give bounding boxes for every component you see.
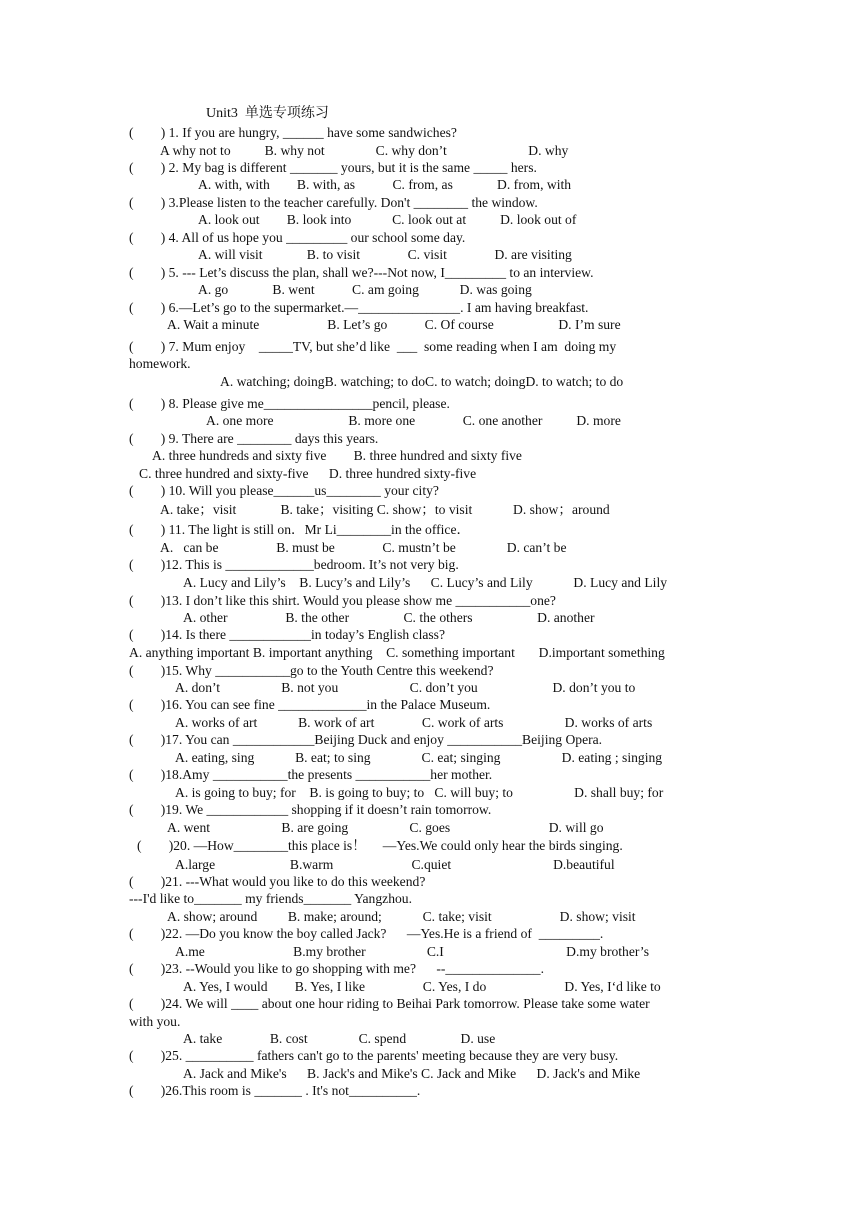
options-10: A. take；visit B. take；visiting C. show；to visit D. show；around (160, 502, 610, 517)
options-13: A. other B. the other C. the others D. another (183, 610, 595, 625)
question-15: ( )15. Why ___________go to the Youth Centre this weekend? (129, 663, 494, 678)
question-7: ( ) 7. Mum enjoy _____TV, but she’d like ___ some reading when I am doing my (129, 339, 617, 354)
question-17: ( )17. You can ____________Beijing Duck and enjoy ___________Beijing Opera. (129, 732, 603, 747)
question-21: ( )21. ---What would you like to do this weekend? (129, 874, 426, 889)
options-9a: A. three hundreds and sixty five B. three hundred and sixty five (152, 448, 522, 463)
worksheet-title: Unit3 单选专项练习 (206, 106, 329, 121)
question-14: ( )14. Is there ____________in today’s English class? (129, 627, 446, 642)
question-3: ( ) 3.Please listen to the teacher carefully. Don't ________ the window. (129, 195, 538, 210)
question-24: ( )24. We will ____ about one hour riding to Beihai Park tomorrow. Please take some water (129, 996, 650, 1011)
question-23: ( )23. --Would you like to go shopping with me? --______________. (129, 961, 544, 976)
question-13: ( )13. I don’t like this shirt. Would you please show me ___________one? (129, 593, 556, 608)
options-17: A. eating, sing B. eat; to sing C. eat; singing D. eating ; singing (175, 750, 663, 765)
options-5: A. go B. went C. am going D. was going (198, 282, 532, 297)
options-2: A. with, with B. with, as C. from, as D. from, with (198, 177, 572, 192)
question-4: ( ) 4. All of us hope you _________ our school some day. (129, 230, 466, 245)
question-18: ( )18.Amy ___________the presents ___________her mother. (129, 767, 493, 782)
options-8: A. one more B. more one C. one another D. more (206, 413, 621, 428)
options-25: A. Jack and Mike's B. Jack's and Mike's C. Jack and Mike D. Jack's and Mike (183, 1066, 641, 1081)
options-24: A. take B. cost C. spend D. use (183, 1031, 496, 1046)
options-7: A. watching; doingB. watching; to doC. to watch; doingD. to watch; to do (220, 374, 624, 389)
question-6: ( ) 6.—Let’s go to the supermarket.—_______________. I am having breakfast. (129, 300, 589, 315)
question-25: ( )25. __________ fathers can't go to the parents' meeting because they are very busy. (129, 1048, 619, 1063)
question-16: ( )16. You can see fine _____________in the Palace Museum. (129, 697, 491, 712)
question-26: ( )26.This room is _______ . It's not__________. (129, 1083, 421, 1098)
options-21: A. show; around B. make; around; C. take; visit D. show; visit (167, 909, 636, 924)
options-9b: C. three hundred and sixty-five D. three hundred sixty-five (139, 466, 477, 481)
question-21-cont: ---I'd like to_______ my friends_______ Yangzhou. (129, 891, 412, 906)
options-15: A. don’t B. not you C. don’t you D. don’t you to (175, 680, 636, 695)
options-3: A. look out B. look into C. look out at D. look out of (198, 212, 577, 227)
question-5: ( ) 5. --- Let’s discuss the plan, shall we?---Not now, I_________ to an interview. (129, 265, 594, 280)
options-20: A.large B.warm C.quiet D.beautiful (175, 857, 615, 872)
options-1: A why not to B. why not C. why don’t D. why (160, 143, 569, 158)
question-8: ( ) 8. Please give me________________pencil, please. (129, 396, 450, 411)
question-22: ( )22. —Do you know the boy called Jack? —Yes.He is a friend of _________. (129, 926, 604, 941)
question-20: ( )20. —How________this place is！ —Yes.We could only hear the birds singing. (137, 838, 623, 853)
options-22: A.me B.my brother C.I D.my brother’s (175, 944, 649, 959)
options-14: A. anything important B. important anything C. something important D.important something (129, 645, 665, 660)
question-11: ( ) 11. The light is still on．Mr Li________in the office． (129, 522, 471, 537)
question-10: ( ) 10. Will you please______us________ your city? (129, 483, 439, 498)
options-19: A. went B. are going C. goes D. will go (167, 820, 604, 835)
options-18: A. is going to buy; for B. is going to buy; to C. will buy; to D. shall buy; for (175, 785, 664, 800)
options-23: A. Yes, I would B. Yes, I like C. Yes, I do D. Yes, I‘d like to (183, 979, 661, 994)
question-9: ( ) 9. There are ________ days this years. (129, 431, 379, 446)
question-1: ( ) 1. If you are hungry, ______ have some sandwiches? (129, 125, 457, 140)
options-12: A. Lucy and Lily’s B. Lucy’s and Lily’s C. Lucy’s and Lily D. Lucy and Lily (183, 575, 668, 590)
options-4: A. will visit B. to visit C. visit D. are visiting (198, 247, 572, 262)
question-24-cont: with you. (129, 1014, 181, 1029)
options-6: A. Wait a minute B. Let’s go C. Of course D. I’m sure (167, 317, 621, 332)
options-16: A. works of art B. work of art C. work of arts D. works of arts (175, 715, 653, 730)
question-2: ( ) 2. My bag is different _______ yours, but it is the same _____ hers. (129, 160, 537, 175)
question-19: ( )19. We ____________ shopping if it doesn’t rain tomorrow. (129, 802, 492, 817)
question-7-cont: homework. (129, 356, 191, 371)
question-12: ( )12. This is _____________bedroom. It’s not very big. (129, 557, 459, 572)
options-11: A. can be B. must be C. mustn’t be D. can’t be (160, 540, 567, 555)
